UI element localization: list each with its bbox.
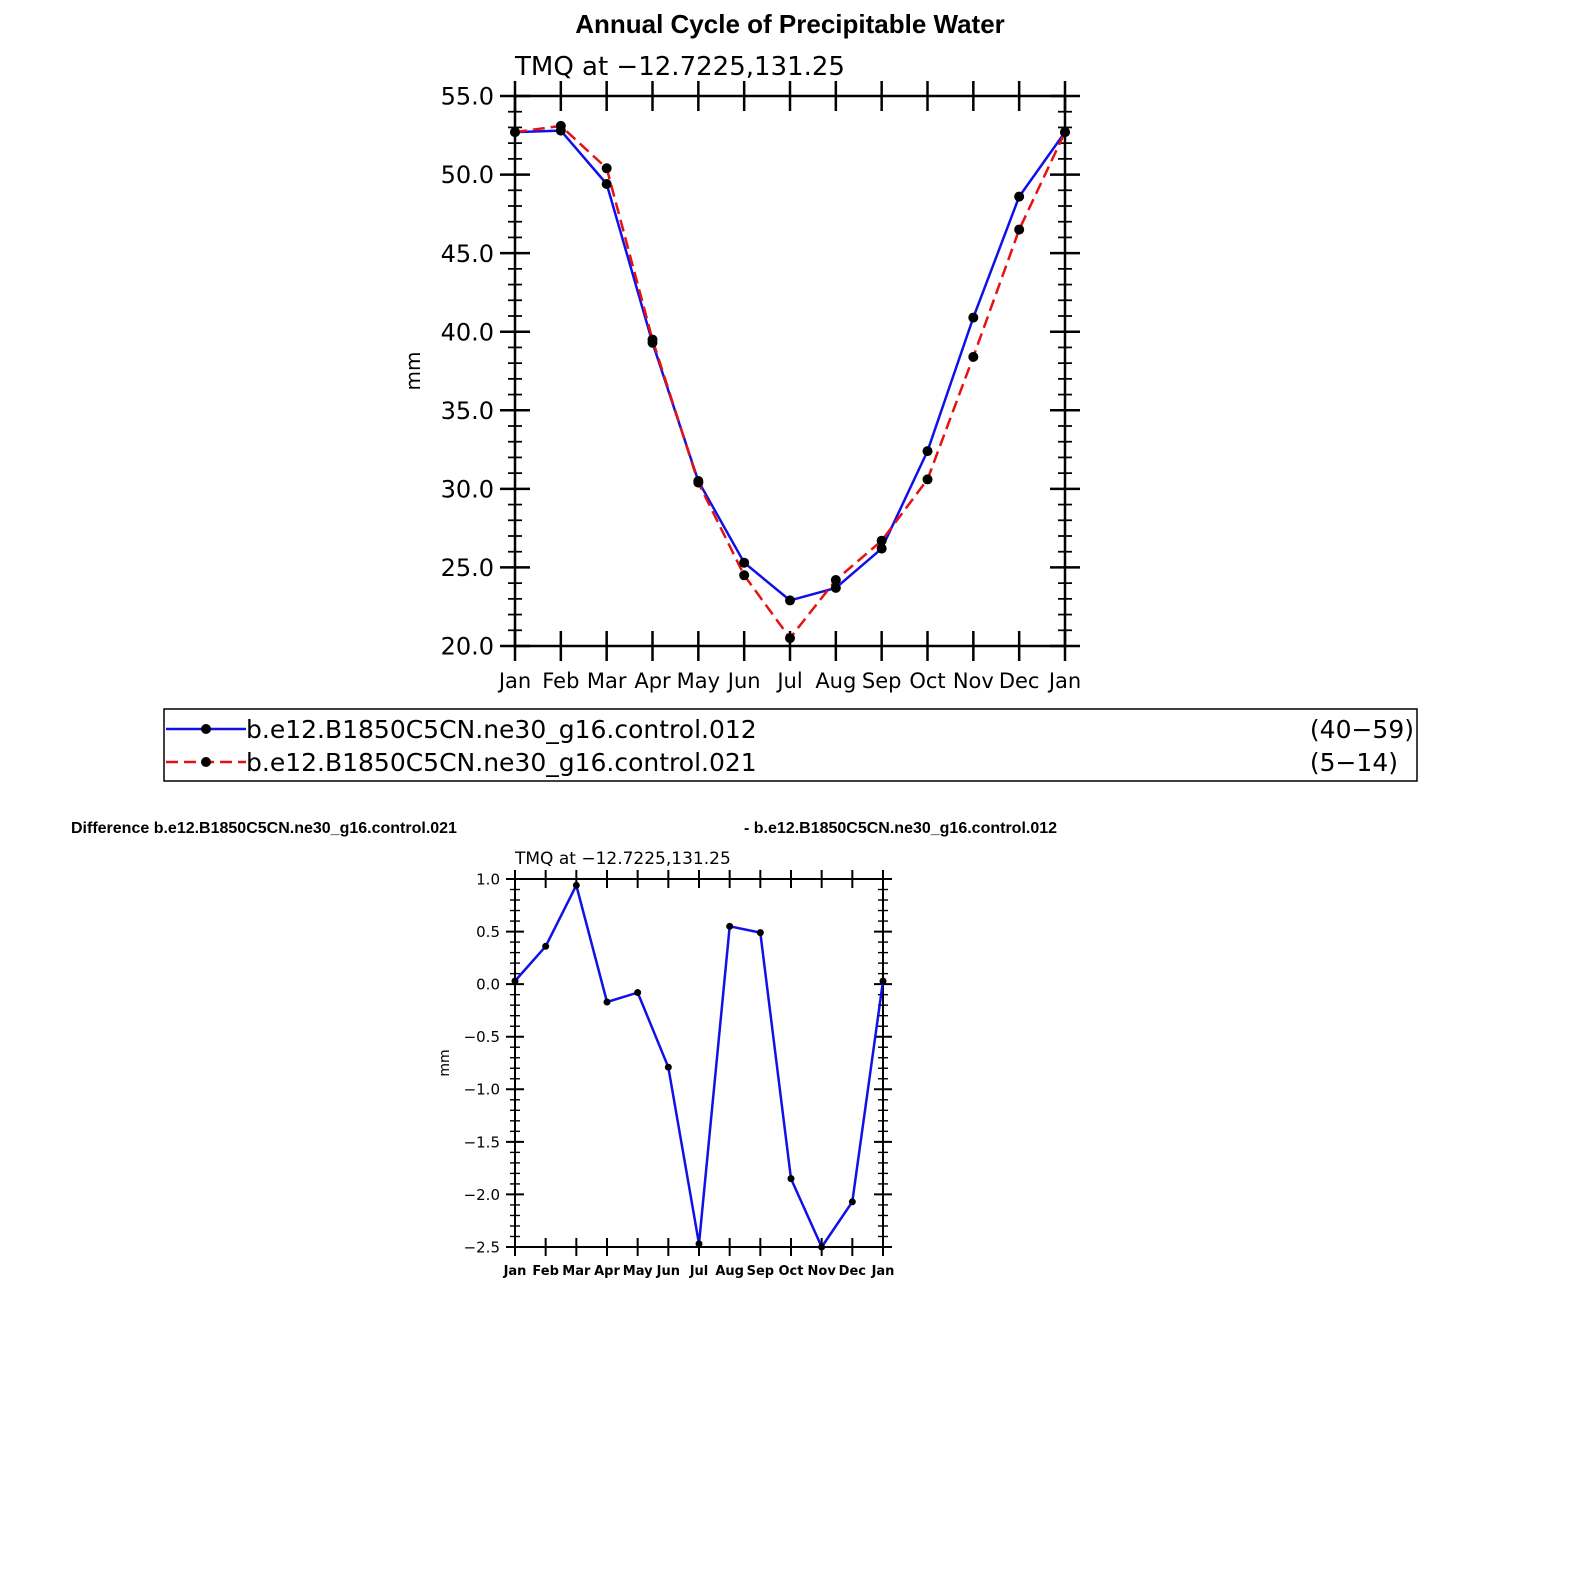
c0-xtick-label: Jul: [777, 669, 803, 693]
c0-series-1-point: [831, 575, 841, 585]
c1-series-0-line: [515, 885, 883, 1247]
c0-ylabel: mm: [401, 351, 425, 391]
c1-series-0-point: [788, 1175, 795, 1182]
diff-title-left: Difference b.e12.B1850C5CN.ne30_g16.control.021: [71, 820, 457, 837]
c0-series-1-point: [510, 127, 520, 137]
legend-label-control-021: b.e12.B1850C5CN.ne30_g16.control.021: [246, 748, 757, 777]
c0-ytick-label: 45.0: [440, 239, 494, 268]
c1-ytick-label: −0.5: [463, 1028, 500, 1047]
c1-ytick-label: −2.0: [463, 1185, 500, 1204]
c0-series-1-point: [739, 570, 749, 580]
c0-subtitle: TMQ at −12.7225,131.25: [515, 52, 845, 82]
c1-ytick-label: −1.0: [463, 1080, 500, 1099]
c1-ylabel: mm: [437, 1049, 453, 1077]
legend-years-control-012: (40−59): [1309, 715, 1414, 744]
main-title: Annual Cycle of Precipitable Water: [575, 9, 1005, 39]
c1-xtick-label: Jul: [689, 1264, 709, 1279]
c0-series-1-point: [1060, 127, 1070, 137]
c0-xtick-label: Dec: [998, 669, 1040, 693]
c0-series-1-line: [515, 126, 1065, 638]
c0-xtick-label: Nov: [952, 669, 994, 693]
c0-series-0-point: [968, 313, 978, 323]
c1-series-0-point: [542, 943, 549, 950]
diff-title-right: - b.e12.B1850C5CN.ne30_g16.control.012: [744, 820, 1058, 837]
c1-subtitle: TMQ at −12.7225,131.25: [515, 849, 731, 869]
c1-series-0-point: [849, 1198, 856, 1205]
c0-series-0-point: [739, 558, 749, 568]
c0-series-1-point: [923, 474, 933, 484]
c1-series-0-point: [757, 929, 764, 936]
c1-xtick-label: Feb: [532, 1264, 559, 1279]
c0-xtick-label: Jan: [1048, 669, 1082, 693]
c1-xtick-label: Jan: [503, 1264, 527, 1279]
c1-ytick-label: 1.0: [476, 870, 500, 889]
c0-series-1-point: [968, 352, 978, 362]
c1-series-0-point: [634, 989, 641, 996]
c0-series-1-point: [602, 163, 612, 173]
c1-series-0-point: [604, 999, 611, 1006]
c0-xtick-label: Jan: [498, 669, 532, 693]
c1-xtick-label: Jun: [656, 1264, 681, 1279]
c1-xtick-label: Mar: [562, 1264, 591, 1279]
c1-xtick-label: Nov: [807, 1264, 836, 1279]
c0-xtick-label: Apr: [634, 669, 671, 693]
annual-cycle-chart: [401, 52, 1081, 693]
c0-series-1-point: [648, 335, 658, 345]
c0-xtick-label: Jun: [727, 669, 761, 693]
c0-xtick-label: Oct: [909, 669, 946, 693]
c1-ytick-label: 0.5: [476, 922, 500, 941]
c0-ytick-label: 50.0: [440, 161, 494, 190]
legend: [164, 709, 1417, 781]
c0-xtick-label: May: [676, 669, 721, 693]
c1-series-0-point: [696, 1240, 703, 1247]
c0-series-1-point: [877, 536, 887, 546]
c1-xtick-label: Jan: [871, 1264, 895, 1279]
c0-ytick-label: 30.0: [440, 475, 494, 504]
c1-series-0-point: [818, 1244, 825, 1251]
legend-years-control-021: (5−14): [1309, 748, 1398, 777]
c0-series-0-point: [785, 595, 795, 605]
c1-xtick-label: Sep: [746, 1264, 775, 1279]
c0-series-1-point: [785, 633, 795, 643]
c1-series-0-point: [726, 923, 733, 930]
c0-ytick-label: 25.0: [440, 554, 494, 583]
c1-xtick-label: Apr: [594, 1264, 620, 1279]
c1-series-0-point: [880, 977, 887, 984]
c0-series-0-point: [1014, 192, 1024, 202]
legend-label-control-012: b.e12.B1850C5CN.ne30_g16.control.012: [246, 715, 757, 744]
c0-ytick-label: 55.0: [440, 82, 494, 111]
c0-ytick-label: 35.0: [440, 396, 494, 425]
c0-xtick-label: Mar: [586, 669, 627, 693]
difference-chart: [437, 849, 894, 1279]
c0-series-0-point: [602, 179, 612, 189]
c1-ytick-label: 0.0: [476, 975, 500, 994]
c0-series-1-point: [693, 478, 703, 488]
c0-xtick-label: Sep: [861, 669, 902, 693]
c0-series-1-point: [1014, 225, 1024, 235]
c0-ytick-label: 20.0: [440, 632, 494, 661]
c1-ytick-label: −1.5: [463, 1133, 500, 1152]
c1-xtick-label: Aug: [715, 1264, 744, 1279]
c1-xtick-label: May: [622, 1264, 653, 1279]
c0-xtick-label: Feb: [542, 669, 580, 693]
c1-plot-frame: [515, 879, 883, 1247]
c0-series-1-point: [556, 121, 566, 131]
c0-series-0-point: [923, 446, 933, 456]
c1-xtick-label: Oct: [778, 1264, 804, 1279]
c0-xtick-label: Aug: [815, 669, 857, 693]
c1-ytick-label: −2.5: [463, 1238, 500, 1257]
legend-marker-control-012: [201, 724, 211, 734]
c1-series-0-point: [573, 882, 580, 889]
c1-xtick-label: Dec: [838, 1264, 866, 1279]
c0-plot-frame: [515, 96, 1065, 646]
c0-series-0-line: [515, 131, 1065, 601]
c0-ytick-label: 40.0: [440, 318, 494, 347]
c1-series-0-point: [512, 977, 519, 984]
legend-marker-control-021: [201, 757, 211, 767]
c1-series-0-point: [665, 1064, 672, 1071]
